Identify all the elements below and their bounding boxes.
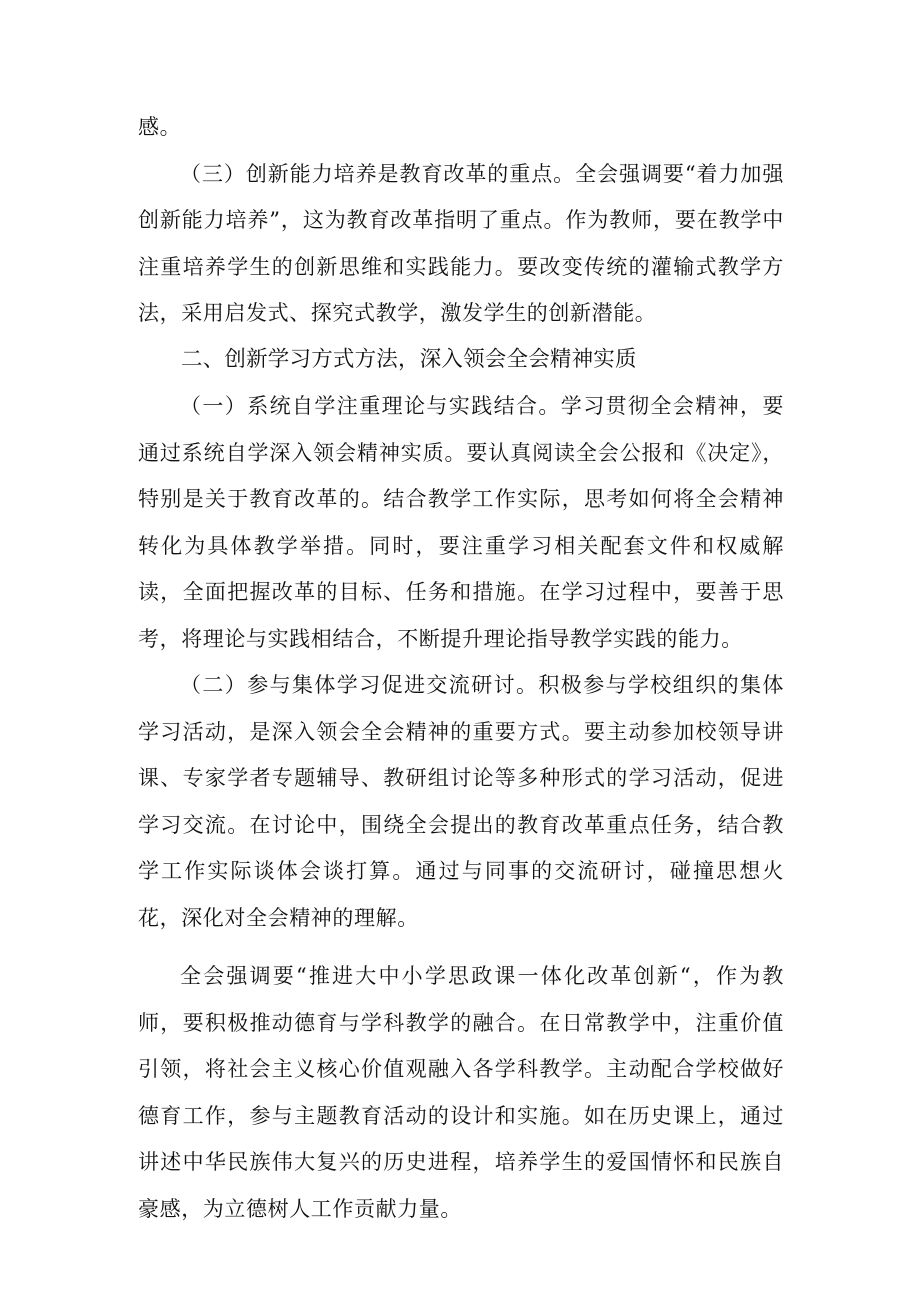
- paragraph-self-study: （一）系统自学注重理论与实践结合。学习贯彻全会精神，要通过系统自学深入领会精神实质。要认真阅读全会公报和《决定》，特别是关于教育改革的。结合教学工作实际，思考如何将全会精神转化为具体教学举措。同时，要注重学习相关配套文件和权威解读，全面把握改革的目标、任务和措施。在学习过程中，要善于思考，将理论与实践相结合，不断提升理论指导教学实践的能力。: [138, 394, 784, 651]
- paragraph-group-study: （二）参与集体学习促进交流研讨。积极参与学校组织的集体学习活动，是深入领会全会精神的重要方式。要主动参加校领导讲课、专家学者专题辅导、教研组讨论等多种形式的学习活动，促进学习交流。在讨论中，围绕全会提出的教育改革重点任务，结合教学工作实际谈体会谈打算。通过与同事的交流研讨，碰撞思想火花，深化对全会精神的理解。: [138, 673, 784, 930]
- document-body: [138, 104, 784, 1232]
- paragraph-innovation-ability: （三）创新能力培养是教育改革的重点。全会强调要“着力加强创新能力培养”，这为教育改革指明了重点。作为教师，要在教学中注重培养学生的创新思维和实践能力。要改变传统的灌输式教学方法，采用启发式、探究式教学，激发学生的创新潜能。: [138, 161, 784, 325]
- paragraph-continuation: 感。: [138, 115, 182, 139]
- section-heading-2: 二、创新学习方式方法，深入领会全会精神实质: [181, 346, 637, 372]
- paragraph-moral-education: 全会强调要“推进大中小学思政课一体化改革创新“，作为教师，要积极推动德育与学科教学的融合。在日常教学中，注重价值引领，将社会主义核心价值观融入各学科教学。主动配合学校做好德育工作，参与主题教育活动的设计和实施。如在历史课上，通过讲述中华民族伟大复兴的历史进程，培养学生的爱国情怀和民族自豪感，为立德树人工作贡献力量。: [138, 964, 784, 1221]
